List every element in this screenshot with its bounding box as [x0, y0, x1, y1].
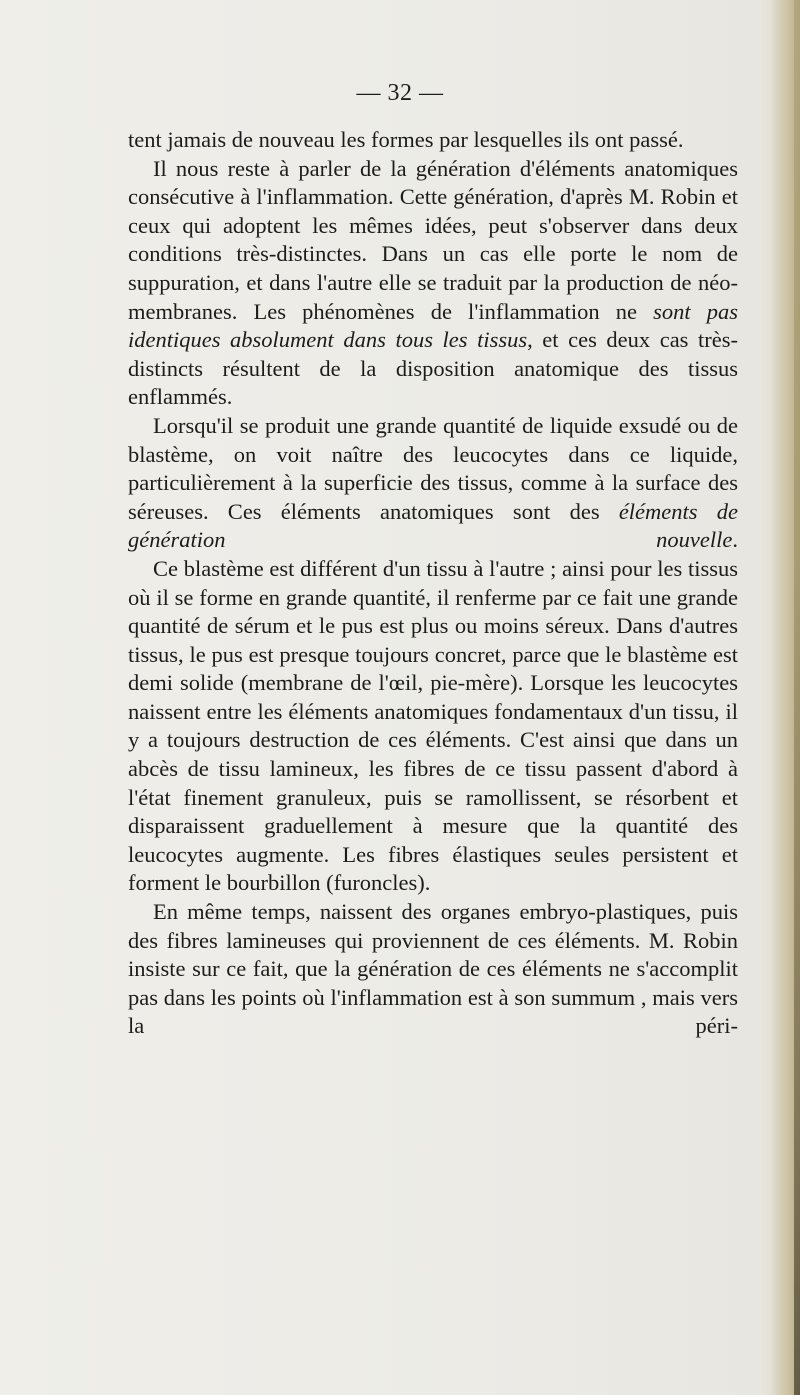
page-edge-binding: [794, 0, 800, 1395]
paragraph: Lorsqu'il se produit une grande quantité de liquide exsudé ou de blastème, on voit naître des leucocytes dans ce liquide, particulièrement à la superficie des tissus, comme à la surface des séreuses. Ces éléments anatomiques sont des éléments de génération nouvelle.: [128, 412, 738, 553]
page-number: — 32 —: [356, 80, 444, 106]
paragraph: Ce blastème est différent d'un tissu à l'autre ; ainsi pour les tissus où il se forme en grande quantité, il renferme par ce fait une grande quantité de sérum et le pus est plus ou moins séreux. Dans d'autres tissus, le pus est presque toujours concret, parce que le blastème est demi solide (membrane de l'œil, pie-mère). Lorsque les leucocytes naissent entre les éléments anatomiques fondamentaux d'un tissu, il y a toujours destruction de ces éléments. C'est ainsi que dans un abcès de tissu lamineux, les fibres de ce tissu passent d'abord à l'état finement granuleux, puis se ramollissent, se résorbent et disparaissent graduellement à mesure que la quantité des leucocytes augmente. Les fibres élastiques seules persistent et forment le bourbillon (furoncles).: [128, 555, 738, 896]
paragraph: En même temps, naissent des organes embryo-plastiques, puis des fibres lamineuses qui proviennent de ces éléments. M. Robin insiste sur ce fait, que la génération de ces éléments ne s'accomplit pas dans les points où l'inflammation est à son summum , mais vers la péri-: [128, 899, 738, 1039]
paragraph: tent jamais de nouveau les formes par lesquelles ils ont passé.: [128, 127, 684, 152]
paragraph: Il nous reste à parler de la génération d'éléments anatomiques consécutive à l'inflammation. Cette génération, d'après M. Robin et ceux qui adoptent les mêmes idées, peut s'observer dans deux conditions très-distinctes. Dans un cas elle porte le nom de suppuration, et dans l'autre elle se traduit par la production de néo-membranes. Les phénomènes de l'inflammation ne sont pas identiques absolument dans tous les tissus, et ces deux cas très-distincts résultent de la disposition anatomique des tissus enflammés.: [128, 155, 739, 410]
italic-phrase: éléments de génération nouvelle: [128, 498, 738, 553]
italic-phrase: sont pas identiques absolument dans tous les tissus: [128, 298, 739, 353]
body-text: [128, 126, 738, 1041]
